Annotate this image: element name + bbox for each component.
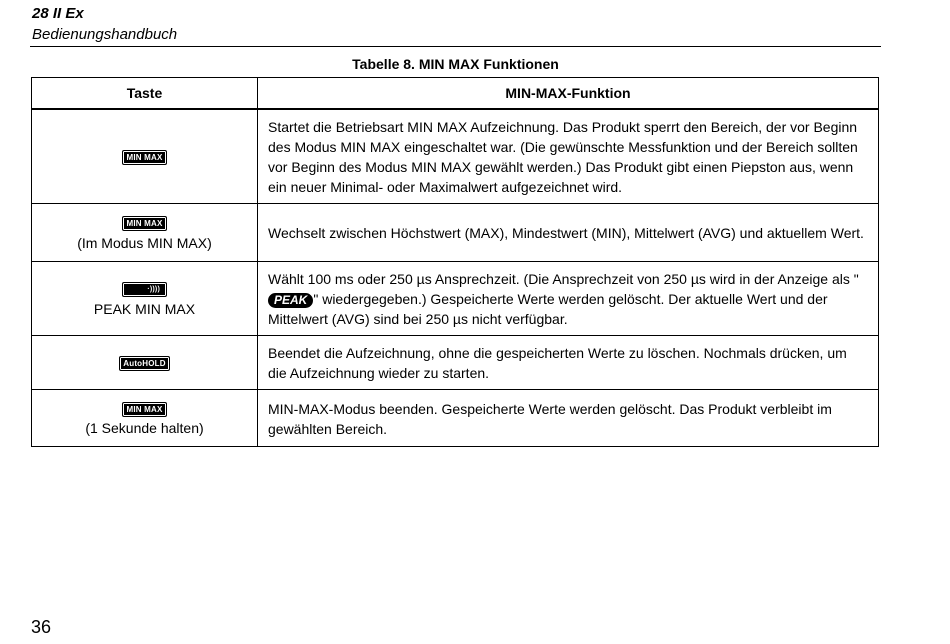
table-header-row bbox=[32, 78, 879, 110]
column-header-key: Taste bbox=[32, 78, 258, 110]
key-cell bbox=[32, 109, 258, 204]
key-cell bbox=[32, 262, 258, 336]
min-max-key-icon: MIN MAX bbox=[122, 402, 166, 417]
key-note: (Im Modus MIN MAX) bbox=[77, 234, 212, 251]
min-max-function-table bbox=[31, 77, 879, 447]
manual-model-name: 28 II Ex bbox=[32, 5, 84, 22]
key-cell bbox=[32, 336, 258, 390]
table-caption: Tabelle 8. MIN MAX Funktionen bbox=[352, 56, 559, 72]
description-text: " wiedergegeben.) Gespeicherte Werte werden gelöscht. Der aktuelle Wert und der Mittelwert (AVG) sind bei 250 µs nicht verfügbar. bbox=[268, 291, 828, 327]
header-divider bbox=[30, 46, 881, 47]
key-note: PEAK MIN MAX bbox=[93, 300, 196, 317]
key-cell bbox=[32, 204, 258, 262]
manual-title: Bedienungshandbuch bbox=[32, 26, 178, 43]
table-row bbox=[32, 204, 879, 262]
page-number: 36 bbox=[31, 617, 52, 637]
table-row bbox=[32, 262, 879, 336]
function-description: MIN-MAX-Modus beenden. Gespeicherte Werte werden gelöscht. Das Produkt verbleibt im gewählten Bereich. bbox=[258, 390, 879, 447]
function-description: Beendet die Aufzeichnung, ohne die gespeicherten Werte zu löschen. Nochmals drücken, um die Aufzeichnung wieder zu starten. bbox=[258, 336, 879, 390]
key-cell bbox=[32, 390, 258, 447]
function-description bbox=[258, 262, 879, 336]
column-header-function: MIN-MAX-Funktion bbox=[258, 78, 879, 110]
table-row bbox=[32, 390, 879, 447]
table-row bbox=[32, 109, 879, 204]
autohold-key-icon: AutoHOLD bbox=[119, 356, 169, 371]
function-description: Wechselt zwischen Höchstwert (MAX), Mindestwert (MIN), Mittelwert (AVG) und aktuellem Wert. bbox=[258, 204, 879, 262]
min-max-key-icon: MIN MAX bbox=[122, 150, 166, 165]
table-row bbox=[32, 336, 879, 390]
peak-display-icon: PEAK bbox=[268, 293, 313, 308]
beeper-key-icon: ·)))) bbox=[122, 282, 167, 297]
function-description: Startet die Betriebsart MIN MAX Aufzeichnung. Das Produkt sperrt den Bereich, der vor Beginn des Modus MIN MAX eingeschaltet war. (Die gewünschte Messfunktion und der Bereich sollten vor Beginn des Modus MIN MAX gewählt werden.) Das Produkt gibt einen Piepston aus, wenn ein neuer Minimal- oder Maximalwert aufgezeichnet wird. bbox=[258, 109, 879, 204]
description-text: Wählt 100 ms oder 250 µs Ansprechzeit. (Die Ansprechzeit von 250 µs wird in der Anzeige als " bbox=[268, 271, 859, 287]
key-note: (1 Sekunde halten) bbox=[85, 420, 204, 436]
min-max-key-icon: MIN MAX bbox=[122, 216, 166, 231]
